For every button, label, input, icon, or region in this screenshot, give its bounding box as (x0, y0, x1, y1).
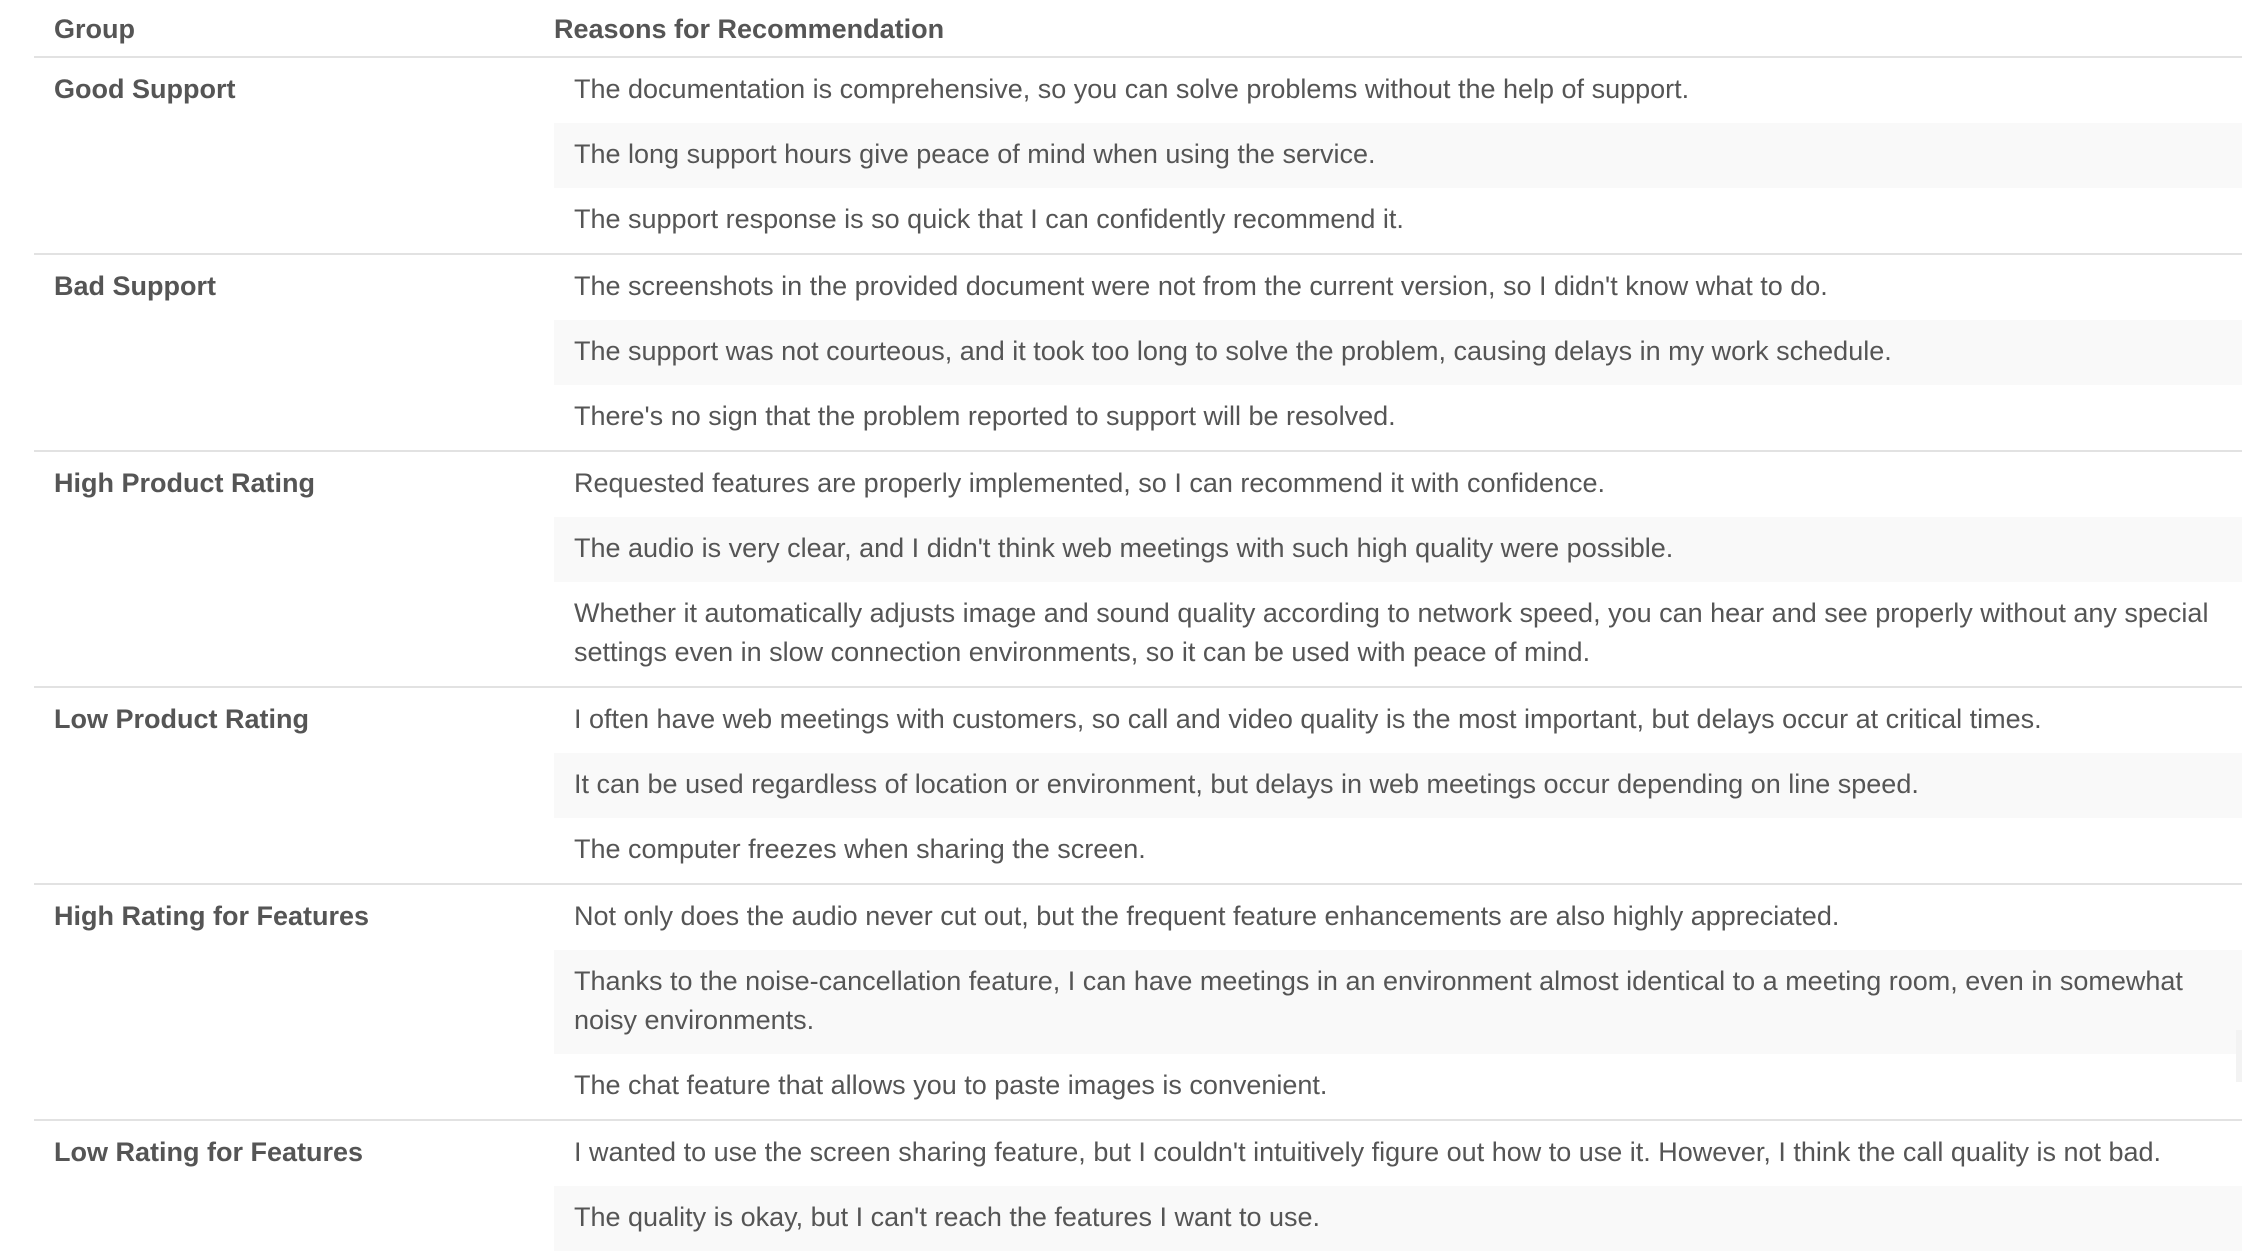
table-group-row (34, 885, 2242, 1121)
table-group-row (34, 452, 2242, 688)
reason-cell: It can be used regardless of location or environment, but delays in web meetings occur depending on line speed. (554, 753, 2242, 818)
reason-cell: The long support hours give peace of mind when using the service. (554, 123, 2242, 188)
reason-cell: Not only does the audio never cut out, but the frequent feature enhancements are also highly appreciated. (574, 901, 1840, 931)
group-reasons (554, 1121, 2242, 1251)
group-label: High Product Rating (54, 468, 315, 498)
group-reasons (554, 885, 2242, 1119)
table-group-row (34, 58, 2242, 255)
reason-cell: There's no sign that the problem reported to support will be resolved. (574, 401, 1396, 431)
reason-cell: The screenshots in the provided document were not from the current version, so I didn't know what to do. (574, 271, 1828, 301)
reason-cell: Thanks to the noise-cancellation feature, I can have meetings in an environment almost identical to a meeting room, even in somewhat noisy environments. (554, 950, 2242, 1054)
group-reasons (554, 255, 2242, 450)
reason-cell: The documentation is comprehensive, so you can solve problems without the help of support. (574, 74, 1690, 104)
table-group-row (34, 1121, 2242, 1251)
scrollbar[interactable] (2236, 1030, 2242, 1082)
group-label: Good Support (54, 74, 236, 104)
recommendation-table (34, 0, 2242, 1251)
table-group-row (34, 255, 2242, 452)
reason-cell: The quality is okay, but I can't reach the features I want to use. (554, 1186, 2242, 1251)
column-header-reasons: Reasons for Recommendation (554, 14, 945, 44)
reason-cell: The audio is very clear, and I didn't think web meetings with such high quality were possible. (554, 517, 2242, 582)
table-group-row (34, 688, 2242, 885)
reason-cell: I often have web meetings with customers, so call and video quality is the most important, but delays occur at critical times. (574, 704, 2042, 734)
group-reasons (554, 688, 2242, 883)
group-label: Bad Support (54, 271, 216, 301)
table-body (34, 58, 2242, 1251)
reason-cell: I wanted to use the screen sharing feature, but I couldn't intuitively figure out how to use it. However, I think the call quality is not bad. (574, 1137, 2162, 1167)
group-label: High Rating for Features (54, 901, 370, 931)
reason-cell: The computer freezes when sharing the screen. (574, 834, 1146, 864)
column-header-group: Group (54, 14, 135, 44)
reason-cell: Requested features are properly implemented, so I can recommend it with confidence. (574, 468, 1606, 498)
reason-cell: The chat feature that allows you to paste images is convenient. (574, 1070, 1328, 1100)
group-reasons (554, 58, 2242, 253)
table-header (34, 0, 2242, 58)
reason-cell: The support was not courteous, and it took too long to solve the problem, causing delays in my work schedule. (554, 320, 2242, 385)
group-label: Low Rating for Features (54, 1137, 364, 1167)
reason-cell: The support response is so quick that I can confidently recommend it. (574, 204, 1404, 234)
reason-cell: Whether it automatically adjusts image and sound quality according to network speed, you can hear and see properly without any special settings even in slow connection environments, so it can be used with peace of mind. (574, 598, 2209, 667)
group-label: Low Product Rating (54, 704, 309, 734)
group-reasons (554, 452, 2242, 686)
